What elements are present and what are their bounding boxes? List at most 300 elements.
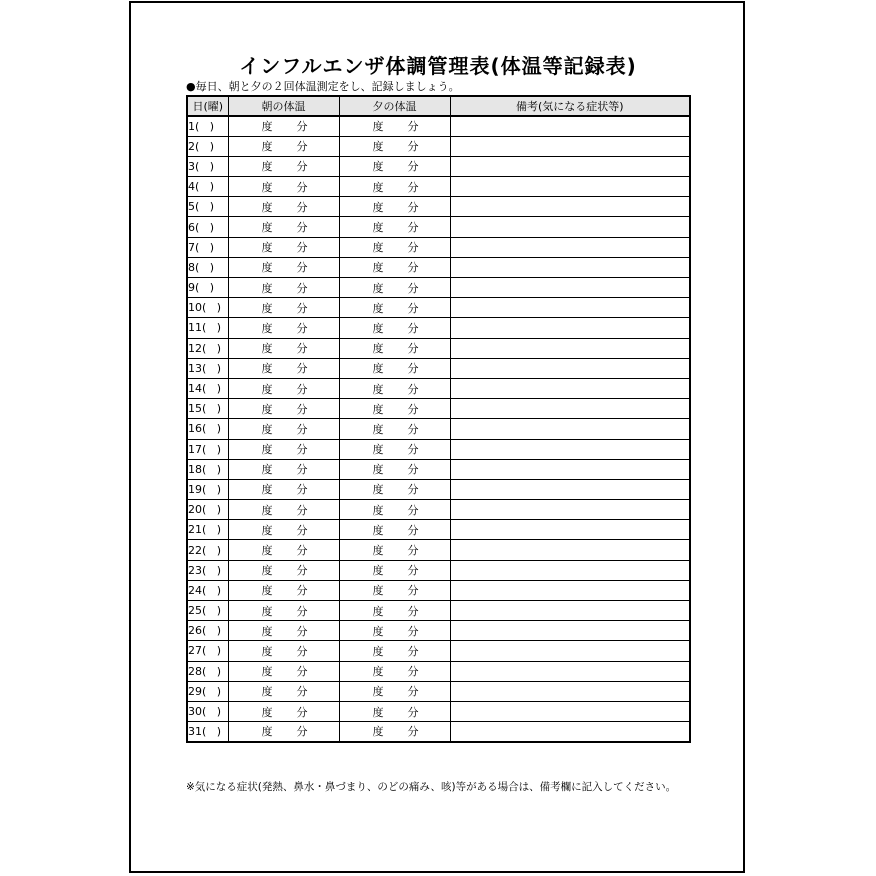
morning-temp-cell[interactable] — [228, 358, 339, 378]
day-number: 20 — [188, 503, 202, 517]
table-row — [187, 661, 690, 681]
weekday-open-paren: ( — [202, 543, 207, 557]
table-row — [187, 601, 690, 621]
notes-cell[interactable] — [450, 681, 690, 701]
minute-unit: 分 — [296, 422, 308, 436]
header-evening-temp: 夕の体温 — [339, 96, 450, 116]
minute-unit: 分 — [296, 443, 308, 457]
minute-unit: 分 — [407, 200, 419, 214]
morning-temp-cell[interactable] — [228, 540, 339, 560]
morning-temp-cell[interactable] — [228, 419, 339, 439]
degree-unit: 度 — [372, 301, 384, 315]
weekday-close-paren: ) — [209, 159, 215, 173]
weekday-open-paren: ( — [195, 159, 200, 173]
degree-unit: 度 — [261, 321, 273, 335]
weekday-open-paren: ( — [202, 604, 207, 618]
minute-unit: 分 — [296, 200, 308, 214]
evening-temp-cell[interactable] — [339, 500, 450, 520]
weekday-open-paren: ( — [195, 220, 200, 234]
minute-unit: 分 — [407, 644, 419, 658]
day-number: 17 — [188, 442, 202, 456]
notes-cell[interactable] — [450, 419, 690, 439]
degree-unit: 度 — [261, 342, 273, 356]
degree-unit: 度 — [261, 705, 273, 719]
weekday-open-paren: ( — [195, 119, 200, 133]
evening-temp-cell[interactable] — [339, 156, 450, 176]
evening-temp-cell[interactable] — [339, 298, 450, 318]
morning-temp-cell[interactable] — [228, 459, 339, 479]
weekday-close-paren: ) — [216, 382, 222, 396]
degree-unit: 度 — [261, 221, 273, 235]
minute-unit: 分 — [407, 584, 419, 598]
degree-unit: 度 — [261, 362, 273, 376]
day-cell — [187, 338, 228, 358]
table-row — [187, 580, 690, 600]
day-number: 31 — [188, 724, 202, 738]
evening-temp-cell[interactable] — [339, 278, 450, 298]
evening-temp-cell[interactable] — [339, 439, 450, 459]
evening-temp-cell[interactable] — [339, 701, 450, 721]
minute-unit: 分 — [296, 241, 308, 255]
degree-unit: 度 — [372, 241, 384, 255]
minute-unit: 分 — [407, 544, 419, 558]
evening-temp-cell[interactable] — [339, 177, 450, 197]
day-cell — [187, 257, 228, 277]
minute-unit: 分 — [407, 624, 419, 638]
morning-temp-cell[interactable] — [228, 177, 339, 197]
morning-temp-cell[interactable] — [228, 661, 339, 681]
minute-unit: 分 — [296, 261, 308, 275]
table-header-row — [187, 96, 690, 116]
minute-unit: 分 — [296, 140, 308, 154]
table-row — [187, 338, 690, 358]
minute-unit: 分 — [296, 120, 308, 134]
morning-temp-cell[interactable] — [228, 722, 339, 742]
degree-unit: 度 — [372, 362, 384, 376]
evening-temp-cell[interactable] — [339, 338, 450, 358]
weekday-open-paren: ( — [202, 361, 207, 375]
minute-unit: 分 — [296, 180, 308, 194]
weekday-close-paren: ) — [216, 563, 222, 577]
weekday-close-paren: ) — [216, 705, 222, 719]
evening-temp-cell[interactable] — [339, 419, 450, 439]
day-cell — [187, 439, 228, 459]
minute-unit: 分 — [296, 665, 308, 679]
table-row — [187, 520, 690, 540]
weekday-open-paren: ( — [195, 200, 200, 214]
weekday-open-paren: ( — [202, 523, 207, 537]
notes-cell[interactable] — [450, 560, 690, 580]
evening-temp-cell[interactable] — [339, 580, 450, 600]
minute-unit: 分 — [296, 604, 308, 618]
day-number: 13 — [188, 361, 202, 375]
weekday-close-paren: ) — [216, 482, 222, 496]
evening-temp-cell[interactable] — [339, 722, 450, 742]
degree-unit: 度 — [372, 402, 384, 416]
evening-temp-cell[interactable] — [339, 540, 450, 560]
day-cell — [187, 358, 228, 378]
degree-unit: 度 — [261, 523, 273, 537]
degree-unit: 度 — [261, 584, 273, 598]
minute-unit: 分 — [407, 604, 419, 618]
minute-unit: 分 — [407, 422, 419, 436]
evening-temp-cell[interactable] — [339, 479, 450, 499]
degree-unit: 度 — [261, 463, 273, 477]
notes-cell[interactable] — [450, 177, 690, 197]
minute-unit: 分 — [296, 402, 308, 416]
footnote: ※気になる症状(発熱、鼻水・鼻づまり、のどの痛み、咳)等がある場合は、備考欄に記入してください。 — [186, 781, 677, 793]
morning-temp-cell[interactable] — [228, 641, 339, 661]
evening-temp-cell[interactable] — [339, 318, 450, 338]
morning-temp-cell[interactable] — [228, 156, 339, 176]
table-row — [187, 378, 690, 398]
day-cell — [187, 156, 228, 176]
morning-temp-cell[interactable] — [228, 278, 339, 298]
table-body — [187, 116, 690, 742]
morning-temp-cell[interactable] — [228, 601, 339, 621]
degree-unit: 度 — [372, 160, 384, 174]
table-row — [187, 116, 690, 136]
minute-unit: 分 — [407, 160, 419, 174]
minute-unit: 分 — [296, 685, 308, 699]
minute-unit: 分 — [296, 644, 308, 658]
day-number: 7 — [188, 240, 195, 254]
evening-temp-cell[interactable] — [339, 257, 450, 277]
weekday-open-paren: ( — [202, 341, 207, 355]
notes-cell[interactable] — [450, 439, 690, 459]
minute-unit: 分 — [407, 261, 419, 275]
morning-temp-cell[interactable] — [228, 237, 339, 257]
morning-temp-cell[interactable] — [228, 318, 339, 338]
minute-unit: 分 — [296, 160, 308, 174]
table-row — [187, 681, 690, 701]
day-cell — [187, 399, 228, 419]
evening-temp-cell[interactable] — [339, 378, 450, 398]
minute-unit: 分 — [407, 221, 419, 235]
degree-unit: 度 — [372, 261, 384, 275]
minute-unit: 分 — [407, 180, 419, 194]
degree-unit: 度 — [372, 140, 384, 154]
weekday-close-paren: ) — [216, 301, 222, 315]
morning-temp-cell[interactable] — [228, 580, 339, 600]
weekday-close-paren: ) — [216, 422, 222, 436]
minute-unit: 分 — [296, 544, 308, 558]
morning-temp-cell[interactable] — [228, 621, 339, 641]
degree-unit: 度 — [372, 685, 384, 699]
day-cell — [187, 500, 228, 520]
day-number: 15 — [188, 402, 202, 416]
weekday-close-paren: ) — [209, 139, 215, 153]
weekday-open-paren: ( — [202, 705, 207, 719]
weekday-close-paren: ) — [216, 402, 222, 416]
notes-cell[interactable] — [450, 641, 690, 661]
weekday-open-paren: ( — [202, 503, 207, 517]
evening-temp-cell[interactable] — [339, 621, 450, 641]
table-row — [187, 500, 690, 520]
weekday-open-paren: ( — [202, 482, 207, 496]
weekday-open-paren: ( — [202, 664, 207, 678]
day-number: 29 — [188, 684, 202, 698]
notes-cell[interactable] — [450, 500, 690, 520]
evening-temp-cell[interactable] — [339, 459, 450, 479]
morning-temp-cell[interactable] — [228, 378, 339, 398]
notes-cell[interactable] — [450, 116, 690, 136]
day-number: 24 — [188, 583, 202, 597]
day-number: 25 — [188, 604, 202, 618]
evening-temp-cell[interactable] — [339, 217, 450, 237]
weekday-open-paren: ( — [202, 644, 207, 658]
table-row — [187, 177, 690, 197]
weekday-open-paren: ( — [202, 442, 207, 456]
minute-unit: 分 — [296, 382, 308, 396]
notes-cell[interactable] — [450, 722, 690, 742]
morning-temp-cell[interactable] — [228, 701, 339, 721]
evening-temp-cell[interactable] — [339, 560, 450, 580]
notes-cell[interactable] — [450, 479, 690, 499]
morning-temp-cell[interactable] — [228, 560, 339, 580]
weekday-close-paren: ) — [209, 260, 215, 274]
notes-cell[interactable] — [450, 399, 690, 419]
degree-unit: 度 — [261, 402, 273, 416]
weekday-open-paren: ( — [202, 422, 207, 436]
notes-cell[interactable] — [450, 278, 690, 298]
notes-cell[interactable] — [450, 540, 690, 560]
day-number: 14 — [188, 382, 202, 396]
degree-unit: 度 — [261, 140, 273, 154]
day-number: 9 — [188, 281, 195, 295]
notes-cell[interactable] — [450, 237, 690, 257]
weekday-close-paren: ) — [209, 119, 215, 133]
degree-unit: 度 — [261, 200, 273, 214]
notes-cell[interactable] — [450, 621, 690, 641]
degree-unit: 度 — [261, 160, 273, 174]
morning-temp-cell[interactable] — [228, 520, 339, 540]
notes-cell[interactable] — [450, 338, 690, 358]
minute-unit: 分 — [407, 564, 419, 578]
degree-unit: 度 — [261, 180, 273, 194]
degree-unit: 度 — [261, 725, 273, 739]
degree-unit: 度 — [372, 200, 384, 214]
minute-unit: 分 — [296, 301, 308, 315]
day-number: 12 — [188, 341, 202, 355]
day-cell — [187, 116, 228, 136]
table-row — [187, 217, 690, 237]
minute-unit: 分 — [407, 342, 419, 356]
notes-cell[interactable] — [450, 701, 690, 721]
morning-temp-cell[interactable] — [228, 439, 339, 459]
minute-unit: 分 — [407, 665, 419, 679]
evening-temp-cell[interactable] — [339, 641, 450, 661]
day-cell — [187, 701, 228, 721]
weekday-close-paren: ) — [216, 523, 222, 537]
degree-unit: 度 — [261, 382, 273, 396]
notes-cell[interactable] — [450, 197, 690, 217]
weekday-open-paren: ( — [202, 684, 207, 698]
degree-unit: 度 — [261, 644, 273, 658]
day-cell — [187, 278, 228, 298]
morning-temp-cell[interactable] — [228, 257, 339, 277]
header-day: 日(曜) — [187, 96, 228, 116]
day-number: 1 — [188, 119, 195, 133]
degree-unit: 度 — [372, 180, 384, 194]
evening-temp-cell[interactable] — [339, 197, 450, 217]
weekday-open-paren: ( — [195, 180, 200, 194]
day-number: 19 — [188, 482, 202, 496]
degree-unit: 度 — [261, 261, 273, 275]
degree-unit: 度 — [372, 321, 384, 335]
day-cell — [187, 661, 228, 681]
weekday-open-paren: ( — [195, 260, 200, 274]
minute-unit: 分 — [296, 564, 308, 578]
day-cell — [187, 318, 228, 338]
weekday-open-paren: ( — [202, 321, 207, 335]
day-cell — [187, 479, 228, 499]
day-cell — [187, 237, 228, 257]
day-cell — [187, 520, 228, 540]
weekday-close-paren: ) — [209, 180, 215, 194]
day-number: 27 — [188, 644, 202, 658]
header-morning-temp: 朝の体温 — [228, 96, 339, 116]
weekday-open-paren: ( — [195, 240, 200, 254]
degree-unit: 度 — [372, 463, 384, 477]
degree-unit: 度 — [261, 503, 273, 517]
degree-unit: 度 — [372, 342, 384, 356]
degree-unit: 度 — [261, 301, 273, 315]
minute-unit: 分 — [296, 342, 308, 356]
table-row — [187, 399, 690, 419]
notes-cell[interactable] — [450, 601, 690, 621]
table-row — [187, 298, 690, 318]
minute-unit: 分 — [296, 362, 308, 376]
morning-temp-cell[interactable] — [228, 399, 339, 419]
day-cell — [187, 722, 228, 742]
degree-unit: 度 — [372, 523, 384, 537]
notes-cell[interactable] — [450, 459, 690, 479]
minute-unit: 分 — [407, 321, 419, 335]
day-cell — [187, 378, 228, 398]
day-cell — [187, 177, 228, 197]
morning-temp-cell[interactable] — [228, 136, 339, 156]
minute-unit: 分 — [407, 140, 419, 154]
weekday-open-paren: ( — [202, 301, 207, 315]
morning-temp-cell[interactable] — [228, 197, 339, 217]
table-row — [187, 197, 690, 217]
minute-unit: 分 — [296, 705, 308, 719]
weekday-open-paren: ( — [195, 281, 200, 295]
day-number: 30 — [188, 705, 202, 719]
day-cell — [187, 136, 228, 156]
degree-unit: 度 — [372, 604, 384, 618]
day-cell — [187, 298, 228, 318]
weekday-open-paren: ( — [202, 402, 207, 416]
degree-unit: 度 — [261, 624, 273, 638]
day-number: 4 — [188, 180, 195, 194]
day-number: 18 — [188, 462, 202, 476]
evening-temp-cell[interactable] — [339, 358, 450, 378]
notes-cell[interactable] — [450, 661, 690, 681]
weekday-close-paren: ) — [216, 442, 222, 456]
day-number: 28 — [188, 664, 202, 678]
table-row — [187, 358, 690, 378]
degree-unit: 度 — [261, 685, 273, 699]
day-cell — [187, 560, 228, 580]
day-cell — [187, 681, 228, 701]
notes-cell[interactable] — [450, 358, 690, 378]
weekday-open-paren: ( — [202, 563, 207, 577]
evening-temp-cell[interactable] — [339, 661, 450, 681]
day-cell — [187, 459, 228, 479]
day-cell — [187, 217, 228, 237]
degree-unit: 度 — [372, 503, 384, 517]
notes-cell[interactable] — [450, 217, 690, 237]
minute-unit: 分 — [407, 362, 419, 376]
day-number: 16 — [188, 422, 202, 436]
weekday-open-paren: ( — [202, 724, 207, 738]
page-title: インフルエンザ体調管理表(体温等記録表) — [239, 54, 637, 78]
table-row — [187, 419, 690, 439]
morning-temp-cell[interactable] — [228, 116, 339, 136]
day-number: 3 — [188, 159, 195, 173]
table-row — [187, 641, 690, 661]
weekday-close-paren: ) — [209, 220, 215, 234]
evening-temp-cell[interactable] — [339, 136, 450, 156]
evening-temp-cell[interactable] — [339, 116, 450, 136]
degree-unit: 度 — [372, 725, 384, 739]
table-row — [187, 237, 690, 257]
degree-unit: 度 — [372, 665, 384, 679]
morning-temp-cell[interactable] — [228, 217, 339, 237]
notes-cell[interactable] — [450, 156, 690, 176]
morning-temp-cell[interactable] — [228, 338, 339, 358]
day-cell — [187, 580, 228, 600]
degree-unit: 度 — [261, 120, 273, 134]
evening-temp-cell[interactable] — [339, 237, 450, 257]
day-cell — [187, 419, 228, 439]
notes-cell[interactable] — [450, 580, 690, 600]
notes-cell[interactable] — [450, 318, 690, 338]
notes-cell[interactable] — [450, 378, 690, 398]
day-cell — [187, 641, 228, 661]
day-number: 11 — [188, 321, 202, 335]
notes-cell[interactable] — [450, 520, 690, 540]
degree-unit: 度 — [261, 281, 273, 295]
minute-unit: 分 — [296, 281, 308, 295]
minute-unit: 分 — [407, 463, 419, 477]
evening-temp-cell[interactable] — [339, 399, 450, 419]
day-number: 2 — [188, 139, 195, 153]
degree-unit: 度 — [261, 544, 273, 558]
temperature-log-table — [186, 95, 691, 743]
day-number: 22 — [188, 543, 202, 557]
table-row — [187, 278, 690, 298]
degree-unit: 度 — [372, 382, 384, 396]
minute-unit: 分 — [407, 301, 419, 315]
table-row — [187, 156, 690, 176]
notes-cell[interactable] — [450, 136, 690, 156]
notes-cell[interactable] — [450, 298, 690, 318]
degree-unit: 度 — [372, 584, 384, 598]
evening-temp-cell[interactable] — [339, 601, 450, 621]
morning-temp-cell[interactable] — [228, 500, 339, 520]
morning-temp-cell[interactable] — [228, 479, 339, 499]
notes-cell[interactable] — [450, 257, 690, 277]
degree-unit: 度 — [261, 443, 273, 457]
weekday-close-paren: ) — [216, 724, 222, 738]
evening-temp-cell[interactable] — [339, 520, 450, 540]
evening-temp-cell[interactable] — [339, 681, 450, 701]
morning-temp-cell[interactable] — [228, 681, 339, 701]
morning-temp-cell[interactable] — [228, 298, 339, 318]
